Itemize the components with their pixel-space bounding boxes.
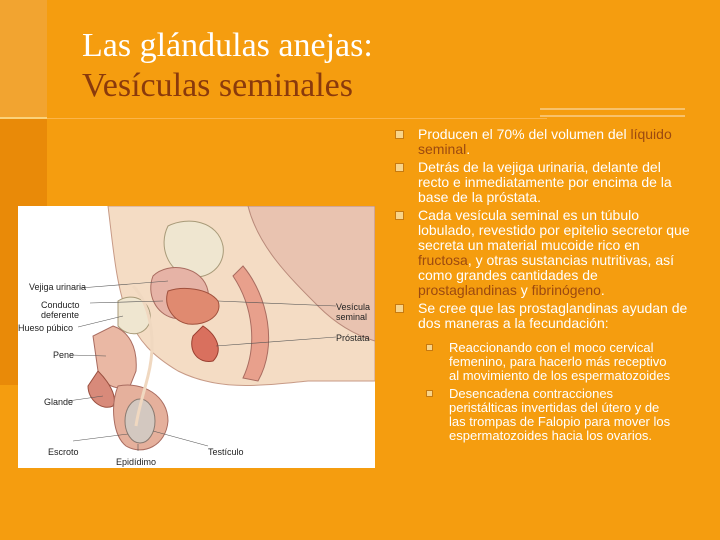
label-glande: Glande (44, 397, 74, 407)
decorative-lines (540, 108, 685, 122)
label-vejiga: Vejiga urinaria (29, 282, 87, 292)
label-epididimo: Epidídimo (116, 457, 157, 467)
label-escroto: Escroto (48, 447, 79, 457)
title-divider-left (0, 117, 47, 119)
title-line-1: Las glándulas anejas: (82, 27, 373, 64)
anatomy-illustration (18, 206, 375, 468)
bullet-item: Producen el 70% del volumen del líquido seminal. (392, 127, 692, 157)
left-accent-band-top (0, 0, 47, 118)
sub-bullet-marker-icon (426, 390, 433, 397)
bullet-item: Detrás de la vejiga urinaria, delante del recto e inmediatamente por encima de la base de la próstata. (392, 160, 692, 205)
bullet-marker-icon (395, 163, 404, 172)
slide-title (82, 26, 373, 106)
sub-bullet-marker-icon (426, 344, 433, 351)
title-divider (47, 118, 547, 119)
bullet-marker-icon (395, 304, 404, 313)
label-prostata: Próstata (336, 333, 370, 343)
highlight-fibrinogeno: fibrinógeno (531, 282, 601, 298)
highlight-prostaglandinas: prostaglandinas (418, 282, 517, 298)
sub-bullet-item: Desencadena contracciones peristálticas invertidas del útero y de las trompas de Falopio para mover los espermatozoides hacia los ovarios. (425, 387, 679, 443)
sub-bullet-item: Reaccionando con el moco cervical femenino, para hacerlo más receptivo al movimiento de los espermatozoides (425, 341, 679, 383)
label-vesicula: Vesícula seminal (336, 302, 371, 322)
anatomy-figure (18, 206, 375, 468)
highlight-fructosa: fructosa (418, 252, 468, 268)
bullet-marker-icon (395, 130, 404, 139)
label-testiculo: Testículo (208, 447, 244, 457)
title-line-2: Vesículas seminales (82, 67, 353, 104)
label-hueso: Hueso púbico (18, 323, 74, 333)
bullet-item: Se cree que las prostaglandinas ayudan de dos maneras a la fecundación: (392, 301, 692, 331)
highlight-liquido-seminal: líquido seminal (418, 126, 672, 157)
sub-bullet-list (425, 341, 692, 443)
bullet-list (392, 127, 692, 447)
bullet-item: Cada vesícula seminal es un túbulo lobulado, revestido por epitelio secretor que secreta un material mucoide rico en fructosa, y otras sustancias nutritivas, así como grandes cantidades de prostaglandinas y fibrinógeno. (392, 208, 692, 298)
bullet-marker-icon (395, 211, 404, 220)
label-pene: Pene (53, 350, 75, 360)
label-conducto: Conducto deferente (41, 300, 80, 320)
